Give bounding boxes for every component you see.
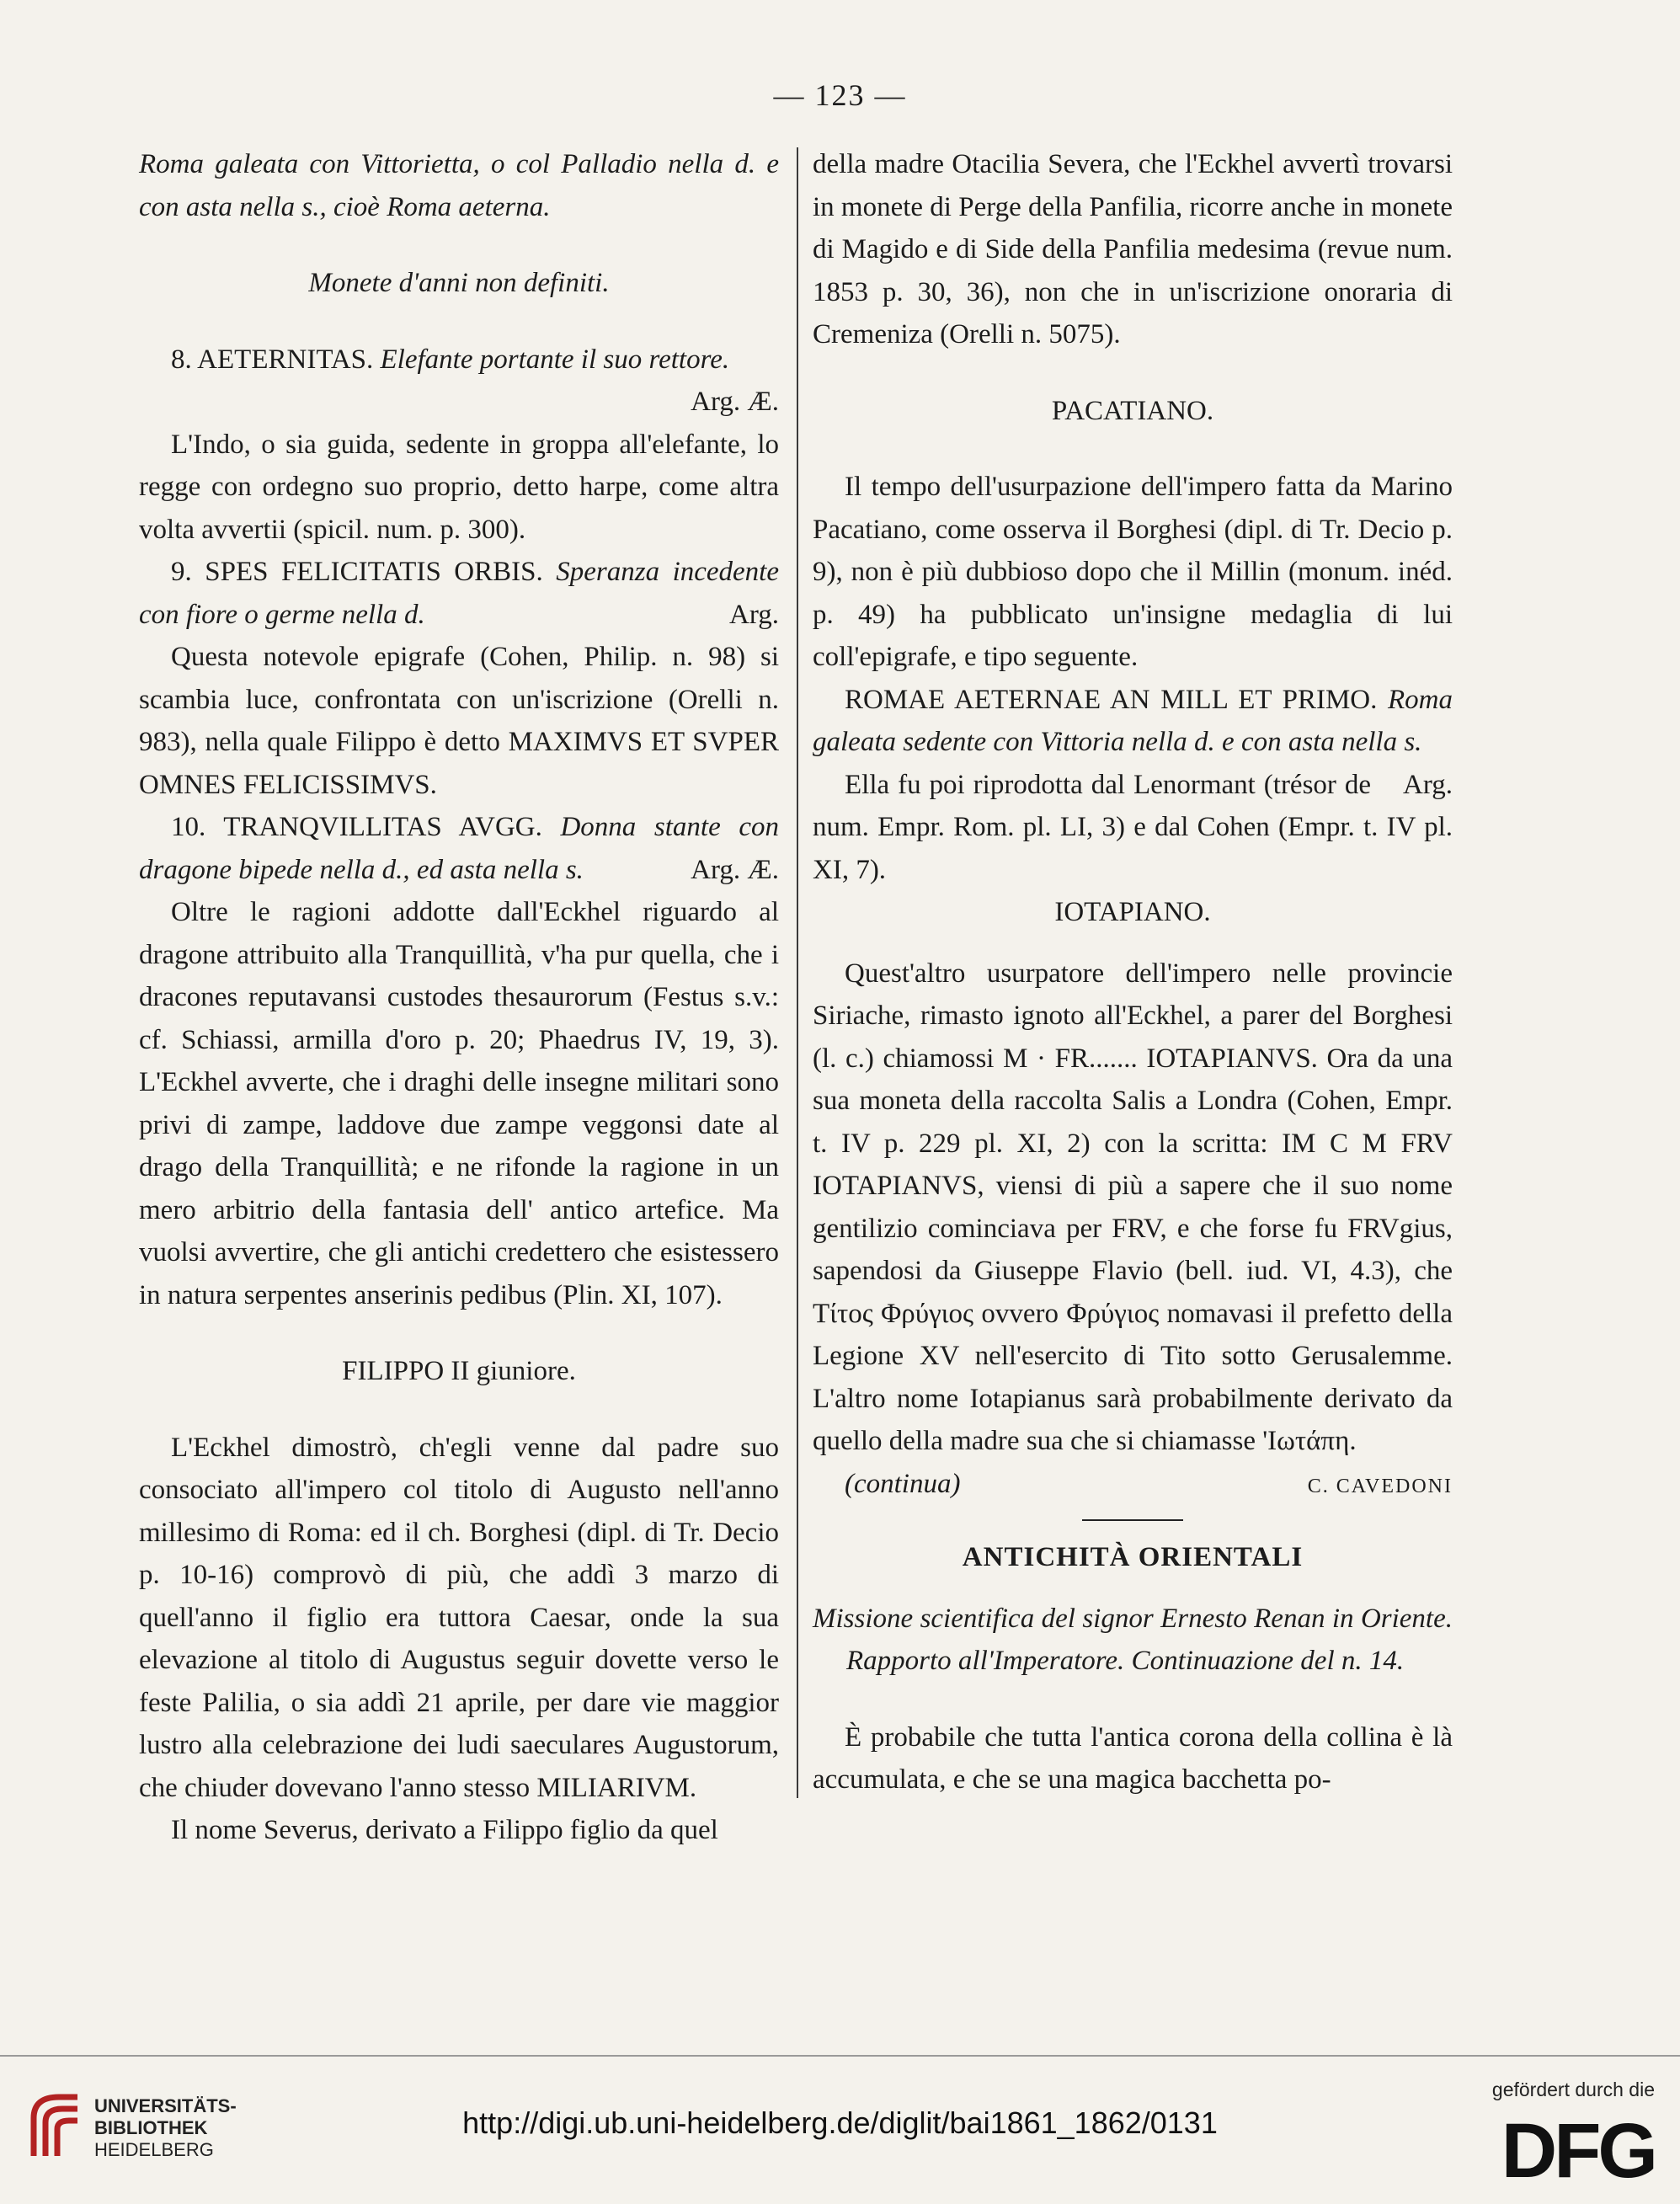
- entry-romae-aeternae: [813, 679, 1453, 800]
- right-paragraph-4: Quest'altro usurpatore dell'impero nelle provincie Siriache, rimasto ignoto all'Eckhel, a parer del Borghesi (l. c.) chiamossi M · FR....... IOTAPIANVS. Ora da una sua moneta della raccolta Salis a Londra (Cohen, Empr. t. IV p. 229 pl. XI, 2) con la scritta: IM C M FRV IOTAPIANVS, viensi di più a sapere che il suo nome gentilizio cominciava per FRV, e che forse fu FRVgius, sapendosi da Giuseppe Flavio (bell. iud. VI, 4.3), che Τίτος Φρύγιος ovvero Φρύγιος nomavasi il prefetto della Legione XV nell'esercito di Tito sotto Gerusalemme. L'altro nome Iotapianus sarà probabilmente derivato da quello della madre sua che si chiamasse 'Ιωτάπη.: [813, 958, 1453, 1456]
- entry-10-title: 10. TRANQVILLITAS AVGG.: [171, 812, 542, 842]
- page-number: — 123 —: [773, 78, 907, 112]
- entry-9-title: 9. SPES FELICITATIS ORBIS.: [171, 557, 543, 587]
- section-heading-undefined-years: Monete d'anni non definiti.: [308, 268, 610, 298]
- funding-note: gefördert durch die: [1491, 2079, 1655, 2100]
- left-paragraph-4: Oltre le ragioni addotte dall'Eckhel riguardo al dragone attribuito alla Tranquillità, v'ha pur quella, che i dracones reputavansi custodes thesaurorum (Festus s.v.: cf. Schiassi, armilla d'oro p. 20; Phaedrus IV, 19, 3). L'Eckhel avverte, che i draghi delle insegne militari sono privi di zampe, laddove due zampe veggonsi date al drago della Tranquillità; e ne rifonde la ragione in un mero arbitrio della fantasia dell' antico artefice. Ma vuolsi avvertire, che gli antichi credettero che esistessero in natura serpentes anserinis pedibus (Plin. XI, 107).: [139, 897, 779, 1310]
- logo-line-1: UNIVERSITÄTS-: [94, 2095, 237, 2116]
- right-paragraph-1: della madre Otacilia Severa, che l'Eckhel avvertì trovarsi in monete di Perge della Panfilia, ricorre anche in monete di Magido e di Side della Panfilia medesima (revue num. 1853 p. 30, 36), non che in un'iscrizione onoraria di Cremeniza (Orelli n. 5075).: [813, 149, 1453, 350]
- logo-line-3: HEIDELBERG: [94, 2139, 214, 2160]
- continua-label: (continua): [845, 1468, 961, 1499]
- right-paragraph-2: Il tempo dell'usurpazione dell'impero fatta da Marino Pacatiano, come osserva il Borghesi (dipl. di Tr. Decio p. 9), non è più dubbioso dopo che il Millin (monum. inéd. p. 49) ha pubblicato un'insigne medaglia di lui coll'epigrafe, e tipo seguente.: [813, 472, 1453, 672]
- section-heading-antichita-orientali: ANTICHITÀ ORIENTALI: [962, 1542, 1304, 1572]
- entry-romae-description: Roma galeata sedente con Vittoria nella d. e con asta nella s.: [813, 684, 1453, 757]
- entry-8: [139, 339, 779, 382]
- entry-10: [139, 806, 779, 891]
- section-separator: [1082, 1519, 1183, 1521]
- entry-9: [139, 551, 779, 636]
- entry-10-metal: Arg. Æ.: [691, 854, 779, 885]
- entry-8-title: 8. AETERNITAS.: [171, 344, 374, 375]
- entry-romae-metal: Arg.: [1403, 769, 1453, 800]
- right-column: [813, 143, 1453, 1801]
- section-heading-iotapiano: IOTAPIANO.: [1054, 897, 1211, 927]
- left-column: [139, 143, 779, 1852]
- section-heading-pacatiano: PACATIANO.: [1051, 395, 1214, 426]
- footer-divider: [0, 2055, 1680, 2057]
- entry-9-description: Speranza incedente con fiore o germe nella d.: [139, 557, 780, 630]
- column-divider: [797, 147, 798, 1798]
- right-paragraph-6: È probabile che tutta l'antica corona della collina è là accumulata, e che se una magica bacchetta po-: [813, 1721, 1453, 1795]
- logo-line-2: BIBLIOTHEK: [94, 2117, 208, 2138]
- footer: [0, 2055, 1680, 2204]
- entry-10-description: Donna stante con dragone bipede nella d., ed asta nella s.: [139, 812, 779, 885]
- entry-9-metal: Arg.: [729, 599, 779, 630]
- permalink-url[interactable]: http://digi.ub.uni-heidelberg.de/diglit/bai1861_1862/0131: [462, 2105, 1218, 2140]
- signature-line: [813, 1463, 1453, 1508]
- entry-8-metal: Arg. Æ.: [691, 387, 779, 417]
- left-paragraph-2: L'Indo, o sia guida, sedente in groppa all'elefante, lo regge con ordegno suo proprio, detto harpe, come altra volta avvertii (spicil. num. p. 300).: [139, 429, 779, 545]
- left-paragraph-5: L'Eckhel dimostrò, ch'egli venne dal padre suo consociato all'impero col titolo di Augusto nell'anno millesimo di Roma: ed il ch. Borghesi (dipl. di Tr. Decio p. 10-16) comprovò di più, che addì 3 marzo di quell'anno il figlio era tuttora Caesar, onde la sua elevazione al titolo di Augustus seguir dovette verso le feste Palilia, o sia addì 21 aprile, per dare vie maggior lustro alla celebrazione dei ludi saeculares Augustorum, che chiuder dovevano l'anno stesso MILIARIVM.: [139, 1432, 779, 1803]
- dfg-logo: DFG: [1501, 2108, 1655, 2194]
- left-paragraph-1: Roma galeata con Vittorietta, o col Palladio nella d. e con asta nella s., cioè Roma aeterna.: [139, 149, 779, 222]
- section-heading-filippo-ii: FILIPPO II giuniore.: [342, 1356, 576, 1386]
- right-paragraph-5: Missione scientifica del signor Ernesto Renan in Oriente. Rapporto all'Imperatore. Continuazione del n. 14.: [813, 1603, 1453, 1676]
- left-paragraph-3: Questa notevole epigrafe (Cohen, Philip. n. 98) si scambia luce, confrontata con un'iscrizione (Orelli n. 983), nella quale Filippo è detto MAXIMVS ET SVPER OMNES FELICISSIMVS.: [139, 642, 779, 800]
- right-paragraph-3: Ella fu poi riprodotta dal Lenormant (trésor de num. Empr. Rom. pl. LI, 3) e dal Cohen (Empr. t. IV pl. XI, 7).: [813, 769, 1453, 885]
- entry-romae-title: ROMAE AETERNAE AN MILL ET PRIMO.: [845, 684, 1378, 715]
- entry-8-description: Elefante portante il suo rettore.: [380, 344, 730, 375]
- author-signature: C. CAVEDONI: [1307, 1475, 1453, 1497]
- left-paragraph-6: Il nome Severus, derivato a Filippo figlio da quel: [171, 1815, 718, 1845]
